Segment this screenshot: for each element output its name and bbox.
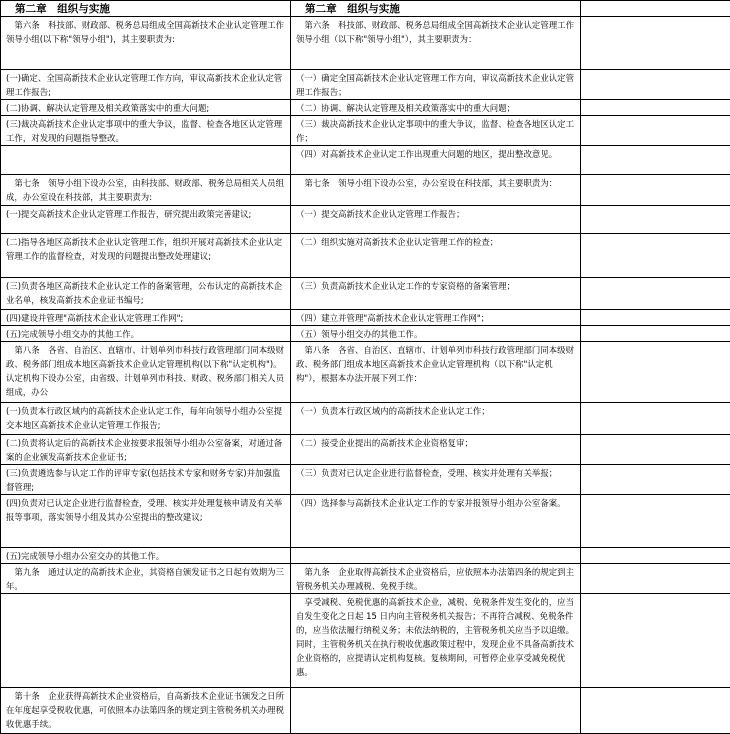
old-text-cell: (一)提交高新技术企业认定管理工作报告，研究提出政策完善建议; xyxy=(1,206,291,234)
old-text-cell: 第九条 通过认定的高新技术企业，其资格自颁发证书之日起有效期为三年。 xyxy=(1,564,291,594)
old-text-cell: (二)协调、解决认定管理及相关政策落实中的重大问题; xyxy=(1,100,291,116)
empty-cell xyxy=(581,688,730,734)
empty-cell xyxy=(581,342,730,403)
new-text-cell: 第七条 领导小组下设办公室，办公室设在科技部，其主要职责为： xyxy=(291,175,581,206)
empty-cell xyxy=(581,435,730,465)
new-text-cell: （四）对高新技术企业认定工作出现重大问题的地区，提出整改意见。 xyxy=(291,146,581,175)
new-text-cell: （三）裁决高新技术企业认定事项中的重大争议，监督、检查各地区认定工作； xyxy=(291,116,581,146)
old-text-cell: (三)负责遴选参与认定工作的评审专家(包括技术专家和财务专家)并加强监督管理; xyxy=(1,465,291,495)
table-row xyxy=(1,403,730,435)
table-row xyxy=(1,564,730,594)
new-text-cell: 第八条 各省、自治区、直辖市、计划单列市科技行政管理部门同本级财政、税务部门组成本地区高新技术企业认定管理机构（以下称"认定机构"），根据本办法开展下列工作： xyxy=(291,342,581,403)
empty-cell xyxy=(581,70,730,100)
new-text-cell: （三）负责对已认定企业进行监督检查，受理、核实并处理有关举报； xyxy=(291,465,581,495)
empty-cell xyxy=(581,234,730,278)
empty-cell xyxy=(581,495,730,548)
header-row xyxy=(1,1,730,17)
old-text-cell xyxy=(1,146,291,175)
empty-cell xyxy=(581,465,730,495)
new-text-cell: （二）组织实施对高新技术企业认定管理工作的检查； xyxy=(291,234,581,278)
new-text-cell xyxy=(291,548,581,564)
empty-cell xyxy=(581,17,730,70)
empty-cell xyxy=(581,175,730,206)
old-text-cell: (三)裁决高新技术企业认定事项中的重大争议，监督、检查各地区认定管理工作，对发现的问题指导整改。 xyxy=(1,116,291,146)
old-text-cell: 第八条 各省、自治区、直辖市、计划单列市科技行政管理部门同本级财政、税务部门组成本地区高新技术企业认定管理机构(以下称"认定机构")。认定机构下设办公室，由省级、计划单列市科技、财政、税务部门相关人员组成，办公 xyxy=(1,342,291,403)
empty-cell xyxy=(581,403,730,435)
table-row xyxy=(1,175,730,206)
table-row xyxy=(1,278,730,310)
new-text-cell: （五）领导小组交办的其他工作。 xyxy=(291,326,581,342)
table-row xyxy=(1,594,730,688)
table-row xyxy=(1,342,730,403)
table-row xyxy=(1,146,730,175)
new-text-cell: （四）建立并管理"高新技术企业认定管理工作网"； xyxy=(291,310,581,326)
table-row xyxy=(1,326,730,342)
table-row xyxy=(1,206,730,234)
empty-cell xyxy=(581,116,730,146)
old-text-cell: (一)确定、全国高新技术企业认定管理工作方向，审议高新技术企业认定管理工作报告; xyxy=(1,70,291,100)
empty-cell xyxy=(581,206,730,234)
empty-cell xyxy=(581,100,730,116)
new-text-cell: （二）协调、解决认定管理及相关政策落实中的重大问题； xyxy=(291,100,581,116)
table-row xyxy=(1,310,730,326)
old-text-cell xyxy=(1,594,291,688)
old-text-cell: (一)负责本行政区域内的高新技术企业认定工作，每年向领导小组办公室提交本地区高新技术企业认定管理工作报告; xyxy=(1,403,291,435)
table-row xyxy=(1,17,730,70)
empty-cell xyxy=(581,278,730,310)
old-text-cell: (五)完成领导小组交办的其他工作。 xyxy=(1,326,291,342)
old-text-cell: (二)负责将认定后的高新技术企业按要求报领导小组办公室备案，对通过备案的企业颁发高新技术企业证书; xyxy=(1,435,291,465)
empty-cell xyxy=(581,594,730,688)
new-text-cell: （二）接受企业提出的高新技术企业资格复审； xyxy=(291,435,581,465)
table-row xyxy=(1,495,730,548)
table-row xyxy=(1,234,730,278)
new-text-cell xyxy=(291,688,581,734)
table-row xyxy=(1,116,730,146)
header-right: 第二章 组织与实施 xyxy=(291,1,581,17)
empty-cell xyxy=(581,548,730,564)
old-text-cell: (三)负责各地区高新技术企业认定工作的备案管理，公布认定的高新技术企业名单，核发高新技术企业证书编号; xyxy=(1,278,291,310)
table-row xyxy=(1,465,730,495)
empty-cell xyxy=(581,310,730,326)
table-row xyxy=(1,548,730,564)
table-row xyxy=(1,100,730,116)
old-text-cell: (二)指导各地区高新技术企业认定管理工作，组织开展对高新技术企业认定管理工作的监督检查，对发现的问题提出整改处理建议; xyxy=(1,234,291,278)
table-row xyxy=(1,435,730,465)
empty-cell xyxy=(581,1,730,17)
new-text-cell: 第六条 科技部、财政部、税务总局组成全国高新技术企业认定管理工作领导小组（以下称"领导小组"），其主要职责为： xyxy=(291,17,581,70)
old-text-cell: 第六条 科技部、财政部、税务总局组成全国高新技术企业认定管理工作领导小组(以下称"领导小组")，其主要职责为: xyxy=(1,17,291,70)
table-row xyxy=(1,70,730,100)
old-text-cell: (五)完成领导小组办公室交办的其他工作。 xyxy=(1,548,291,564)
new-text-cell: 第九条 企业取得高新技术企业资格后，应依照本办法第四条的规定到主管税务机关办理减税、免税手续。 xyxy=(291,564,581,594)
new-text-cell: （一）提交高新技术企业认定管理工作报告； xyxy=(291,206,581,234)
header-left: 第二章 组织与实施 xyxy=(1,1,291,17)
new-text-cell: （四）选择参与高新技术企业认定工作的专家并报领导小组办公室备案。 xyxy=(291,495,581,548)
new-text-cell: （一）确定全国高新技术企业认定管理工作方向，审议高新技术企业认定管理工作报告； xyxy=(291,70,581,100)
new-text-cell: （三）负责高新技术企业认定工作的专家资格的备案管理； xyxy=(291,278,581,310)
empty-cell xyxy=(581,564,730,594)
new-text-cell: 享受减税、免税优惠的高新技术企业，减税、免税条件发生变化的，应当自发生变化之日起 15 日内向主管税务机关报告；不再符合减税、免税条件的，应当依法履行纳税义务；未依法纳税的，主管税务机关应当予以追缴。同时，主管税务机关在执行税收优惠政策过程中，发现企业不具备高新技术企业资格的，应提请认定机构复核。复核期间，可暂停企业享受减免税优惠。 xyxy=(291,594,581,688)
old-text-cell: (四)负责对已认定企业进行监督检查，受理、核实并处理复核申请及有关举报等事项，落实领导小组及其办公室提出的整改建议; xyxy=(1,495,291,548)
table-row xyxy=(1,688,730,734)
empty-cell xyxy=(581,146,730,175)
empty-cell xyxy=(581,326,730,342)
old-text-cell: 第十条 企业获得高新技术企业资格后，自高新技术企业证书颁发之日所在年度起享受税收优惠，可依照本办法第四条的规定到主管税务机关办理税收优惠手续。 xyxy=(1,688,291,734)
old-text-cell: 第七条 领导小组下设办公室，由科技部、财政部、税务总局相关人员组成，办公室设在科技部，其主要职责为: xyxy=(1,175,291,206)
old-text-cell: (四)建设并管理"高新技术企业认定管理工作网"; xyxy=(1,310,291,326)
new-text-cell: （一）负责本行政区域内的高新技术企业认定工作； xyxy=(291,403,581,435)
